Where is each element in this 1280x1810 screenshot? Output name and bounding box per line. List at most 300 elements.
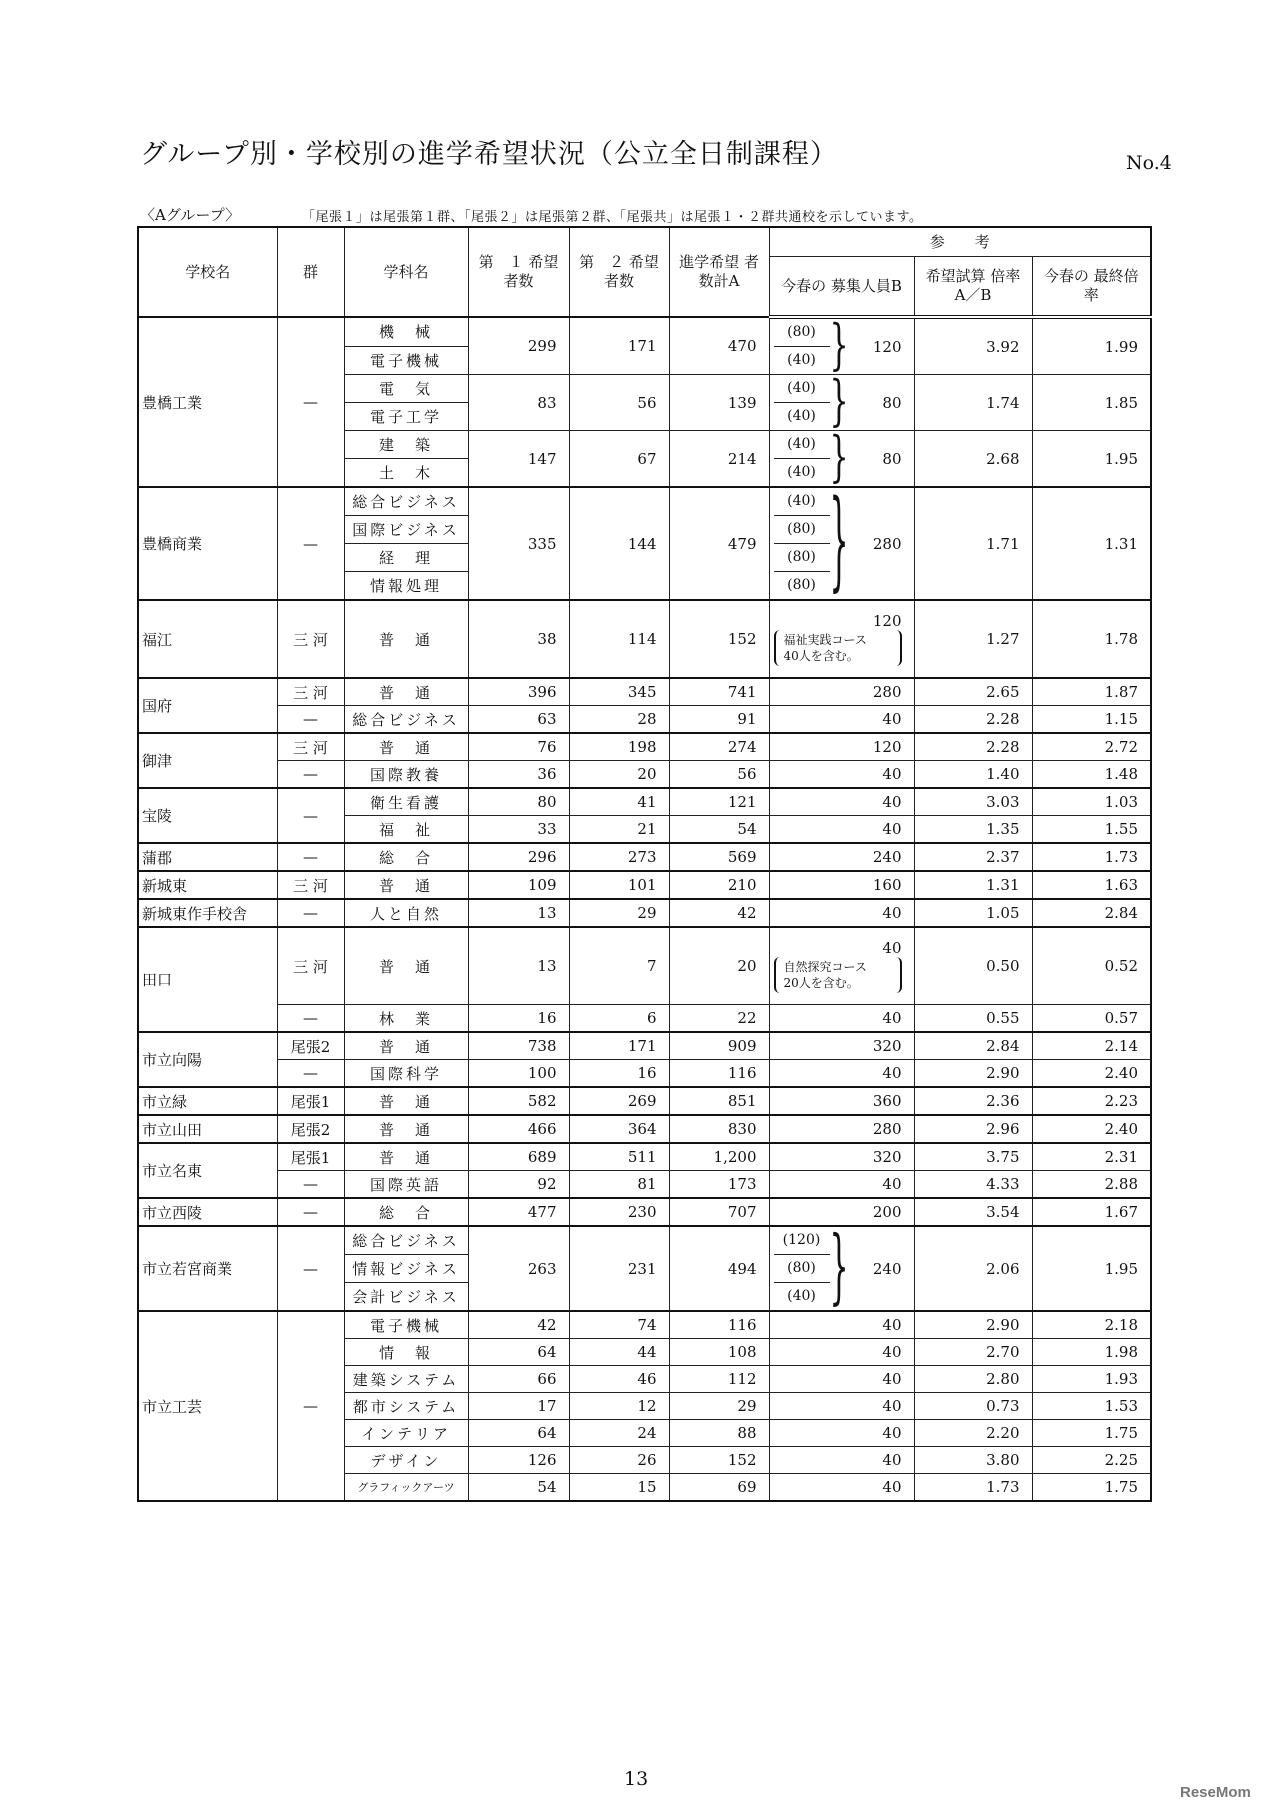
table-row	[138, 487, 1151, 516]
school-block	[138, 678, 1151, 733]
recruit-count: 320	[769, 1143, 914, 1171]
final-ratio: 2.18	[1032, 1311, 1151, 1339]
second-choice-count: 6	[569, 1005, 669, 1033]
header-ratio: 希望試算 倍率A／B	[914, 257, 1032, 318]
brace-icon: }	[829, 314, 849, 378]
recruit-count: 40	[769, 899, 914, 927]
sub-quota: (40)	[774, 431, 830, 459]
department-name: 情報処理	[344, 571, 468, 600]
department-name: 国際英語	[344, 1171, 468, 1199]
total-applicants: 909	[669, 1032, 769, 1060]
second-choice-count: 16	[569, 1060, 669, 1088]
brace-icon: }	[829, 426, 849, 490]
note-line: 20人を含む。	[783, 976, 859, 990]
estimated-ratio: 3.80	[914, 1447, 1032, 1474]
second-choice-count: 171	[569, 1032, 669, 1060]
sub-quota: (40)	[774, 488, 830, 516]
recruit-count	[769, 478, 914, 605]
school-block	[138, 478, 1151, 605]
second-choice-count: 511	[569, 1143, 669, 1171]
first-choice-count: 13	[468, 927, 569, 1005]
school-name: 宝陵	[138, 788, 277, 843]
department-name: 土 木	[344, 458, 468, 487]
total-applicants: 210	[669, 871, 769, 899]
final-ratio: 2.40	[1032, 1060, 1151, 1088]
total-applicants: 1,200	[669, 1143, 769, 1171]
total-applicants: 121	[669, 788, 769, 816]
total-applicants: 69	[669, 1474, 769, 1502]
group-cell: 尾張2	[277, 1115, 344, 1143]
first-choice-count: 64	[468, 1339, 569, 1366]
application-status-table	[137, 226, 1152, 1502]
second-choice-count: 269	[569, 1087, 669, 1115]
total-applicants: 214	[669, 431, 769, 488]
total-applicants: 851	[669, 1087, 769, 1115]
first-choice-count: 147	[468, 431, 569, 488]
second-choice-count: 41	[569, 788, 669, 816]
recruit-total: 280	[872, 534, 902, 553]
table-row	[138, 1115, 1151, 1143]
final-ratio: 1.95	[1032, 1226, 1151, 1311]
total-applicants: 20	[669, 927, 769, 1005]
recruit-count: 360	[769, 1087, 914, 1115]
first-choice-count: 83	[468, 375, 569, 431]
table-row	[138, 1032, 1151, 1060]
table-row	[138, 1198, 1151, 1226]
group-cell: 三 河	[277, 871, 344, 899]
recruit-count	[769, 370, 914, 434]
second-choice-count: 345	[569, 678, 669, 706]
school-name: 市立西陵	[138, 1198, 277, 1226]
second-choice-count: 12	[569, 1393, 669, 1420]
department-name: 電子工学	[344, 403, 468, 431]
sub-quota: (40)	[787, 1288, 816, 1304]
second-choice-count: 7	[569, 927, 669, 1005]
second-choice-count: 24	[569, 1420, 669, 1447]
school-block	[138, 1143, 1151, 1198]
first-choice-count: 109	[468, 871, 569, 899]
estimated-ratio: 2.96	[914, 1115, 1032, 1143]
final-ratio: 2.88	[1032, 1171, 1151, 1199]
department-name: 人と自然	[344, 899, 468, 927]
school-name: 蒲郡	[138, 843, 277, 871]
total-applicants: 116	[669, 1060, 769, 1088]
second-choice-count: 67	[569, 431, 669, 488]
group-cell: —	[277, 487, 344, 600]
second-choice-count: 230	[569, 1198, 669, 1226]
sub-quota: (120)	[774, 1227, 830, 1255]
sub-quota: (40)	[787, 352, 816, 368]
header-dept: 学科名	[344, 227, 468, 317]
document-number: No.4	[1126, 152, 1172, 174]
first-choice-count: 66	[468, 1366, 569, 1393]
recruit-count: 280	[769, 678, 914, 706]
group-cell: —	[277, 899, 344, 927]
total-applicants: 707	[669, 1198, 769, 1226]
recruit-count: 160	[769, 871, 914, 899]
school-block	[138, 1198, 1151, 1226]
header-group: 群	[277, 227, 344, 317]
recruit-count: 320	[769, 1032, 914, 1060]
sub-quota: (40)	[787, 464, 816, 480]
second-choice-count: 114	[569, 600, 669, 678]
department-name: 普 通	[344, 927, 468, 1005]
header-total-a: 進学希望 者数計A	[669, 227, 769, 317]
total-applicants: 42	[669, 899, 769, 927]
department-name: 普 通	[344, 678, 468, 706]
table-row	[138, 761, 1151, 789]
school-name: 市立若宮商業	[138, 1226, 277, 1311]
school-block	[138, 871, 1151, 899]
estimated-ratio: 2.90	[914, 1060, 1032, 1088]
recruit-count	[769, 1219, 914, 1315]
school-block	[138, 600, 1151, 678]
table-row	[138, 1226, 1151, 1255]
final-ratio: 1.78	[1032, 600, 1151, 678]
second-choice-count: 26	[569, 1447, 669, 1474]
estimated-ratio: 0.73	[914, 1393, 1032, 1420]
school-name: 市立名東	[138, 1143, 277, 1198]
legend-note: 「尾張１」は尾張第１群、「尾張２」は尾張第２群、「尾張共」は尾張１・２群共通校を示しています。	[302, 210, 923, 225]
estimated-ratio: 2.28	[914, 733, 1032, 761]
group-cell: —	[277, 1005, 344, 1033]
total-applicants: 88	[669, 1420, 769, 1447]
recruit-count: 40	[769, 1005, 914, 1033]
second-choice-count: 44	[569, 1339, 669, 1366]
group-cell: 三 河	[277, 678, 344, 706]
group-cell: 尾張1	[277, 1087, 344, 1115]
recruit-count: 40	[769, 1474, 914, 1502]
total-applicants: 830	[669, 1115, 769, 1143]
table-row	[138, 1143, 1151, 1171]
school-block	[138, 843, 1151, 871]
total-applicants: 91	[669, 706, 769, 734]
school-name: 豊橋工業	[138, 317, 277, 487]
first-choice-count: 38	[468, 600, 569, 678]
final-ratio: 1.87	[1032, 678, 1151, 706]
second-choice-count: 28	[569, 706, 669, 734]
final-ratio: 2.31	[1032, 1143, 1151, 1171]
first-choice-count: 76	[468, 733, 569, 761]
department-name: 総合ビジネス	[344, 487, 468, 516]
school-block	[138, 1115, 1151, 1143]
table-row	[138, 600, 1151, 678]
estimated-ratio: 3.92	[914, 317, 1032, 375]
school-name: 豊橋商業	[138, 487, 277, 600]
total-applicants: 173	[669, 1171, 769, 1199]
second-choice-count: 15	[569, 1474, 669, 1502]
school-block	[138, 927, 1151, 1032]
group-cell: —	[277, 761, 344, 789]
second-choice-count: 20	[569, 761, 669, 789]
department-name: デザイン	[344, 1447, 468, 1474]
first-choice-count: 263	[468, 1226, 569, 1311]
second-choice-count: 171	[569, 317, 669, 375]
sub-quota: (80)	[774, 544, 830, 572]
header-first-choice: 第 １ 希望者数	[468, 227, 569, 317]
estimated-ratio: 1.27	[914, 600, 1032, 678]
final-ratio: 2.23	[1032, 1087, 1151, 1115]
final-ratio: 0.52	[1032, 927, 1151, 1005]
department-name: 普 通	[344, 871, 468, 899]
final-ratio: 1.55	[1032, 816, 1151, 844]
group-cell: 三 河	[277, 600, 344, 678]
final-ratio: 1.93	[1032, 1366, 1151, 1393]
department-name: 総合ビジネス	[344, 1226, 468, 1255]
department-name: 経 理	[344, 543, 468, 571]
recruit-total: 80	[882, 393, 902, 412]
estimated-ratio: 1.73	[914, 1474, 1032, 1502]
school-block	[138, 788, 1151, 843]
recruit-total: 240	[872, 1259, 902, 1278]
final-ratio: 1.75	[1032, 1420, 1151, 1447]
group-cell: —	[277, 706, 344, 734]
estimated-ratio: 2.28	[914, 706, 1032, 734]
group-cell: —	[277, 317, 344, 487]
final-ratio: 1.48	[1032, 761, 1151, 789]
recruit-note	[774, 957, 902, 993]
recruit-count: 40	[769, 1420, 914, 1447]
recruit-count: 40	[769, 1366, 914, 1393]
department-name: 電子機械	[344, 1311, 468, 1339]
total-applicants: 569	[669, 843, 769, 871]
recruit-count: 40	[769, 1060, 914, 1088]
second-choice-count: 231	[569, 1226, 669, 1311]
department-name: 都市システム	[344, 1393, 468, 1420]
first-choice-count: 299	[468, 317, 569, 375]
table-row	[138, 843, 1151, 871]
table-row	[138, 733, 1151, 761]
recruit-count: 40	[769, 1171, 914, 1199]
department-name: 普 通	[344, 1115, 468, 1143]
second-choice-count: 46	[569, 1366, 669, 1393]
recruit-count: 40	[769, 761, 914, 789]
estimated-ratio: 2.70	[914, 1339, 1032, 1366]
group-cell: —	[277, 1198, 344, 1226]
first-choice-count: 126	[468, 1447, 569, 1474]
department-name: 普 通	[344, 1032, 468, 1060]
estimated-ratio: 2.68	[914, 431, 1032, 488]
final-ratio: 1.15	[1032, 706, 1151, 734]
first-choice-count: 17	[468, 1393, 569, 1420]
final-ratio: 1.03	[1032, 788, 1151, 816]
resemom-logo: ReseMom	[1180, 1784, 1251, 1801]
header-reference: 参 考	[769, 227, 1151, 257]
recruit-total: 40	[882, 939, 902, 957]
recruit-count: 40	[769, 1447, 914, 1474]
estimated-ratio: 2.90	[914, 1311, 1032, 1339]
school-name: 市立緑	[138, 1087, 277, 1115]
department-name: 福 祉	[344, 816, 468, 844]
department-name: 情 報	[344, 1339, 468, 1366]
school-block	[138, 899, 1151, 927]
first-choice-count: 738	[468, 1032, 569, 1060]
page-title: グループ別・学校別の進学希望状況（公立全日制課程）	[140, 139, 838, 170]
department-name: インテリア	[344, 1420, 468, 1447]
first-choice-count: 92	[468, 1171, 569, 1199]
first-choice-count: 42	[468, 1311, 569, 1339]
second-choice-count: 56	[569, 375, 669, 431]
note-line: 自然探究コース	[783, 960, 867, 974]
group-cell: —	[277, 1311, 344, 1501]
department-name: 会計ビジネス	[344, 1282, 468, 1311]
table-row	[138, 1060, 1151, 1088]
estimated-ratio: 3.54	[914, 1198, 1032, 1226]
recruit-count: 40	[769, 788, 914, 816]
note-line: 40人を含む。	[783, 649, 859, 663]
sub-quota: (80)	[774, 1255, 830, 1283]
second-choice-count: 101	[569, 871, 669, 899]
school-block	[138, 1087, 1151, 1115]
school-name: 国府	[138, 678, 277, 733]
department-name: 国際教養	[344, 761, 468, 789]
department-name: 衛生看護	[344, 788, 468, 816]
estimated-ratio: 4.33	[914, 1171, 1032, 1199]
estimated-ratio: 1.35	[914, 816, 1032, 844]
total-applicants: 112	[669, 1366, 769, 1393]
total-applicants: 22	[669, 1005, 769, 1033]
final-ratio: 1.53	[1032, 1393, 1151, 1420]
sub-quota: (80)	[774, 516, 830, 544]
school-name: 新城東	[138, 871, 277, 899]
sub-quota: (40)	[774, 375, 830, 403]
first-choice-count: 100	[468, 1060, 569, 1088]
school-block	[138, 1032, 1151, 1087]
department-name: 国際ビジネス	[344, 516, 468, 544]
header-recruit-b: 今春の 募集人員B	[769, 257, 914, 318]
group-cell: 三 河	[277, 733, 344, 761]
table-row	[138, 1005, 1151, 1033]
final-ratio: 1.98	[1032, 1339, 1151, 1366]
department-name: 普 通	[344, 1143, 468, 1171]
second-choice-count: 144	[569, 487, 669, 600]
recruit-count: 200	[769, 1198, 914, 1226]
final-ratio: 2.25	[1032, 1447, 1151, 1474]
brace-icon: }	[829, 370, 849, 434]
first-choice-count: 13	[468, 899, 569, 927]
table-row	[138, 317, 1151, 346]
group-cell: —	[277, 843, 344, 871]
department-name: 機 械	[344, 317, 468, 346]
department-name: 建 築	[344, 431, 468, 459]
department-name: 情報ビジネス	[344, 1255, 468, 1283]
first-choice-count: 54	[468, 1474, 569, 1502]
estimated-ratio: 2.20	[914, 1420, 1032, 1447]
second-choice-count: 74	[569, 1311, 669, 1339]
first-choice-count: 396	[468, 678, 569, 706]
final-ratio: 1.67	[1032, 1198, 1151, 1226]
sub-quota: (80)	[787, 577, 816, 593]
table-row	[138, 1171, 1151, 1199]
final-ratio: 2.72	[1032, 733, 1151, 761]
final-ratio: 0.57	[1032, 1005, 1151, 1033]
brace-icon: }	[829, 478, 849, 605]
group-cell: —	[277, 788, 344, 843]
table-row	[138, 1311, 1151, 1339]
department-name: 総 合	[344, 843, 468, 871]
table-row	[138, 678, 1151, 706]
recruit-count: 40	[769, 706, 914, 734]
second-choice-count: 29	[569, 899, 669, 927]
department-name: 普 通	[344, 733, 468, 761]
first-choice-count: 689	[468, 1143, 569, 1171]
group-cell: 尾張1	[277, 1143, 344, 1171]
school-block	[138, 1219, 1151, 1315]
recruit-count: 240	[769, 843, 914, 871]
recruit-total: 80	[882, 449, 902, 468]
table-row	[138, 1087, 1151, 1115]
recruit-total: 120	[872, 337, 902, 356]
brace-icon: }	[829, 1219, 849, 1315]
first-choice-count: 335	[468, 487, 569, 600]
second-choice-count: 198	[569, 733, 669, 761]
estimated-ratio: 1.40	[914, 761, 1032, 789]
group-cell: —	[277, 1171, 344, 1199]
first-choice-count: 296	[468, 843, 569, 871]
department-name: 電 気	[344, 375, 468, 403]
table-row	[138, 927, 1151, 1005]
header-school: 学校名	[138, 227, 277, 317]
total-applicants: 494	[669, 1226, 769, 1311]
department-name: 普 通	[344, 1087, 468, 1115]
school-name: 市立山田	[138, 1115, 277, 1143]
school-name: 福江	[138, 600, 277, 678]
final-ratio: 2.84	[1032, 899, 1151, 927]
estimated-ratio: 0.50	[914, 927, 1032, 1005]
department-name: 電子機械	[344, 346, 468, 375]
sub-quota: (40)	[787, 408, 816, 424]
total-applicants: 152	[669, 600, 769, 678]
final-ratio: 1.95	[1032, 431, 1151, 488]
total-applicants: 741	[669, 678, 769, 706]
table-row	[138, 788, 1151, 816]
school-name: 田口	[138, 927, 277, 1032]
department-name: 総合ビジネス	[344, 706, 468, 734]
total-applicants: 116	[669, 1311, 769, 1339]
recruit-count: 40	[769, 1339, 914, 1366]
group-cell: 三 河	[277, 927, 344, 1005]
estimated-ratio: 2.37	[914, 843, 1032, 871]
estimated-ratio: 0.55	[914, 1005, 1032, 1033]
table-row	[138, 899, 1151, 927]
estimated-ratio: 2.36	[914, 1087, 1032, 1115]
sub-quota: (80)	[774, 319, 830, 347]
table-row	[138, 706, 1151, 734]
school-name: 市立向陽	[138, 1032, 277, 1087]
estimated-ratio: 3.03	[914, 788, 1032, 816]
final-ratio: 1.85	[1032, 375, 1151, 431]
total-applicants: 139	[669, 375, 769, 431]
recruit-total: 120	[872, 612, 902, 630]
department-name: 普 通	[344, 600, 468, 678]
estimated-ratio: 3.75	[914, 1143, 1032, 1171]
header-final-ratio: 今春の 最終倍率	[1032, 257, 1151, 318]
group-cell: 尾張2	[277, 1032, 344, 1060]
school-block	[138, 1311, 1151, 1501]
estimated-ratio: 1.05	[914, 899, 1032, 927]
department-name: 総 合	[344, 1198, 468, 1226]
first-choice-count: 33	[468, 816, 569, 844]
recruit-count	[769, 314, 914, 378]
estimated-ratio: 2.80	[914, 1366, 1032, 1393]
first-choice-count: 16	[468, 1005, 569, 1033]
recruit-count: 120	[769, 733, 914, 761]
total-applicants: 29	[669, 1393, 769, 1420]
second-choice-count: 81	[569, 1171, 669, 1199]
estimated-ratio: 2.06	[914, 1226, 1032, 1311]
group-cell: —	[277, 1060, 344, 1088]
second-choice-count: 364	[569, 1115, 669, 1143]
